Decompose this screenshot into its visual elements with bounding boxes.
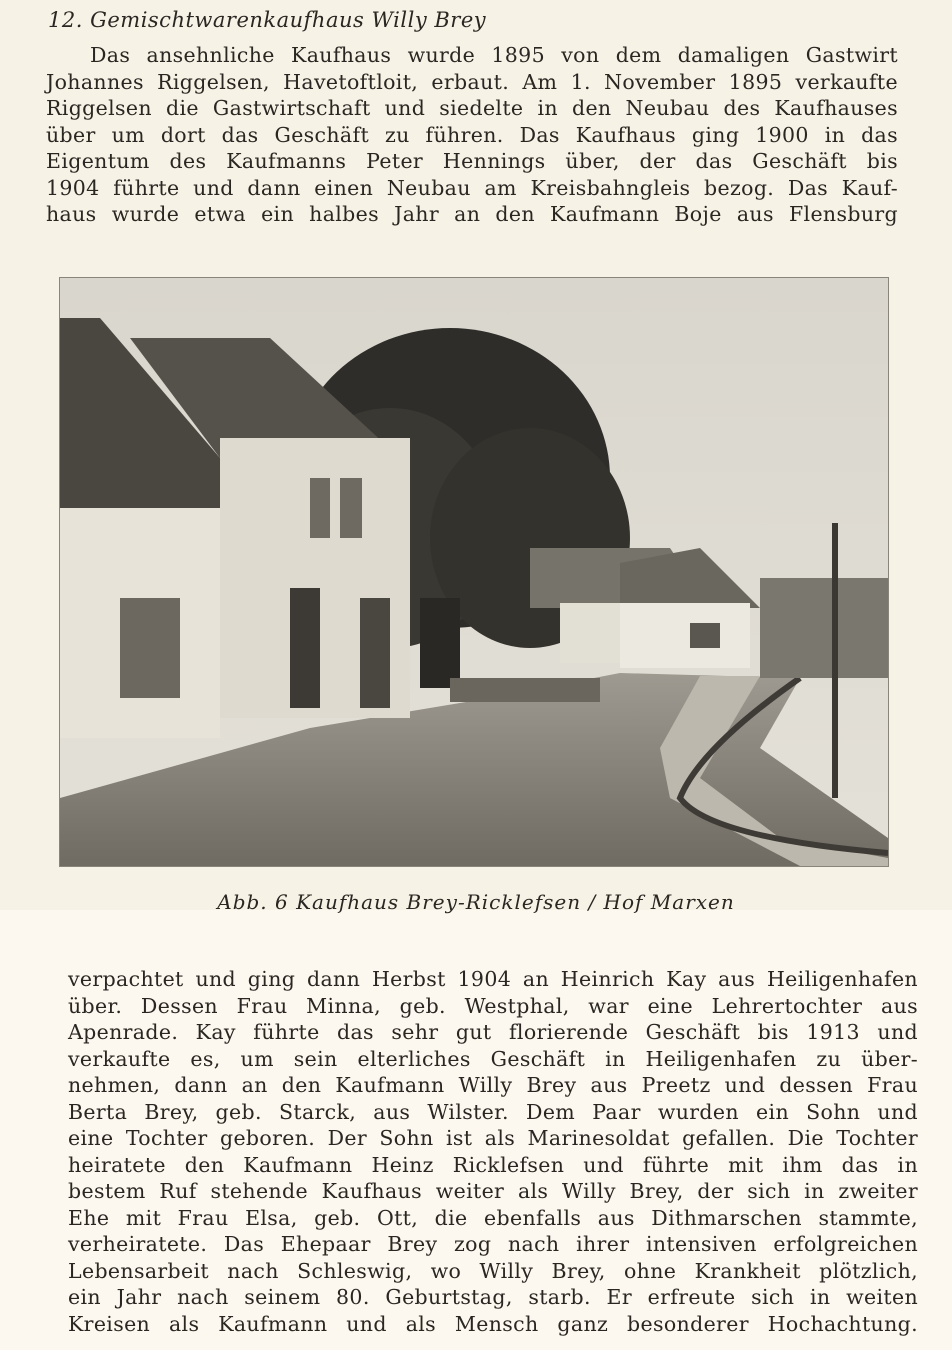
paragraph-2-line: bestem Ruf stehende Kaufhaus weiter als Willy Brey, der sich in zweiter — [68, 1179, 918, 1203]
paragraph-1-line: Das ansehnliche Kaufhaus wurde 1895 von dem damaligen Gastwirt — [90, 43, 898, 67]
paragraph-1-line: 1904 führte und dann einen Neubau am Kreisbahngleis bezog. Das Kauf- — [46, 175, 898, 200]
paragraph-2-line: eine Tochter geboren. Der Sohn ist als Marinesoldat gefallen. Die Tochter — [68, 1126, 918, 1150]
paragraph-2-line: heiratete den Kaufmann Heinz Ricklefsen und führte mit ihm das in — [68, 1152, 918, 1177]
paragraph-1-line: über um dort das Geschäft zu führen. Das Kaufhaus ging 1900 in das — [46, 122, 898, 147]
street-photo — [60, 278, 888, 866]
paragraph-2-line: Apenrade. Kay führte das sehr gut florierende Geschäft bis 1913 und — [68, 1020, 918, 1044]
paragraph-2 — [68, 966, 918, 1337]
paragraph-2-line: nehmen, dann an den Kaufmann Willy Brey aus Preetz und dessen Frau — [68, 1073, 918, 1097]
paragraph-2-line: über. Dessen Frau Minna, geb. Westphal, war eine Lehrertochter aus — [68, 993, 918, 1018]
paragraph-2-line: Lebensarbeit nach Schleswig, wo Willy Brey, ohne Krankheit plötzlich, — [68, 1258, 918, 1283]
photo-caption: Abb. 6 Kaufhaus Brey-Ricklefsen / Hof Marxen — [217, 890, 735, 914]
paragraph-1-line: haus wurde etwa ein halbes Jahr an den Kaufmann Boje aus Flensburg — [46, 202, 898, 226]
paragraph-1-line: Riggelsen die Gastwirtschaft und siedelte in den Neubau des Kaufhauses — [46, 96, 898, 120]
street-photo-illustration — [60, 278, 888, 866]
paragraph-2-line: verheiratete. Das Ehepaar Brey zog nach ihrer intensiven erfolgreichen — [68, 1232, 918, 1256]
paragraph-2-line: verpachtet und ging dann Herbst 1904 an Heinrich Kay aus Heiligenhafen — [68, 967, 918, 991]
paragraph-1-line: Eigentum des Kaufmanns Peter Hennings über, der das Geschäft bis — [46, 149, 898, 173]
paragraph-2-line: ein Jahr nach seinem 80. Geburtstag, starb. Er erfreute sich in weiten — [68, 1285, 918, 1309]
section-heading: 12. Gemischtwarenkaufhaus Willy Brey — [48, 8, 487, 32]
paragraph-1-line: Johannes Riggelsen, Havetoftloit, erbaut. Am 1. November 1895 verkaufte — [46, 69, 898, 94]
paragraph-2-line: verkaufte es, um sein elterliches Geschäft in Heiligenhafen zu über- — [68, 1046, 918, 1071]
paragraph-2-line: Berta Brey, geb. Starck, aus Wilster. Dem Paar wurden ein Sohn und — [68, 1099, 918, 1124]
paragraph-2-line: Ehe mit Frau Elsa, geb. Ott, die ebenfalls aus Dithmarschen stammte, — [68, 1205, 918, 1230]
paragraph-2-line: Kreisen als Kaufmann und als Mensch ganz besonderer Hochachtung. — [68, 1311, 918, 1336]
paragraph-1 — [46, 42, 898, 228]
